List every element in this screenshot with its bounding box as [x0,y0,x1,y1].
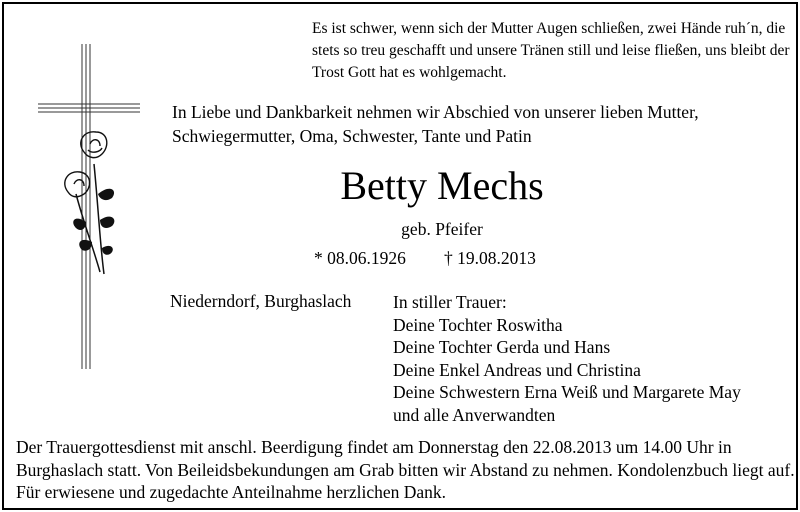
death-date: † 19.08.2013 [444,248,536,268]
obituary-notice [2,2,798,510]
mourner-line: Deine Schwestern Erna Weiß und Margarete May [393,382,741,403]
intro-text: In Liebe und Dankbarkeit nehmen wir Abschied von unserer lieben Mutter, Schwiegermutter, Oma, Schwester, Tante und Patin [172,102,699,146]
mourner-line: Deine Tochter Gerda und Hans [393,337,611,358]
place-text: Niederndorf, Burghaslach [170,291,352,311]
birth-date: * 08.06.1926 [314,248,406,268]
mourner-line: Deine Enkel Andreas und Christina [393,359,641,380]
deceased-name: Betty Mechs [340,163,544,208]
verse-text: Es ist schwer, wenn sich der Mutter Augen schließen, zwei Hände ruh´n, die stets so treu geschafft und unsere Tränen still und leise fließen, uns bleibt der Trost Gott hat es wohlgemacht. [312,20,790,81]
mourner-line: Deine Tochter Roswitha [393,314,563,335]
birth-name: geb. Pfeifer [401,219,483,239]
service-text: Der Trauergottesdienst mit anschl. Beerdigung findet am Donnerstag den 22.08.2013 um 14.00 Uhr in Burghaslach statt. Von Beileidsbekundungen am Grab bitten wir Abstand zu nehmen. Kondolenzbuch liegt auf. Für erwiesene und zugedachte Anteilnahme herzlichen Dank. [16,437,795,503]
mourners-list [393,291,741,427]
mourners-heading: In stiller Trauer: [393,292,507,312]
mourner-line: und alle Anverwandten [393,404,556,425]
cross-with-roses-icon [14,44,164,374]
